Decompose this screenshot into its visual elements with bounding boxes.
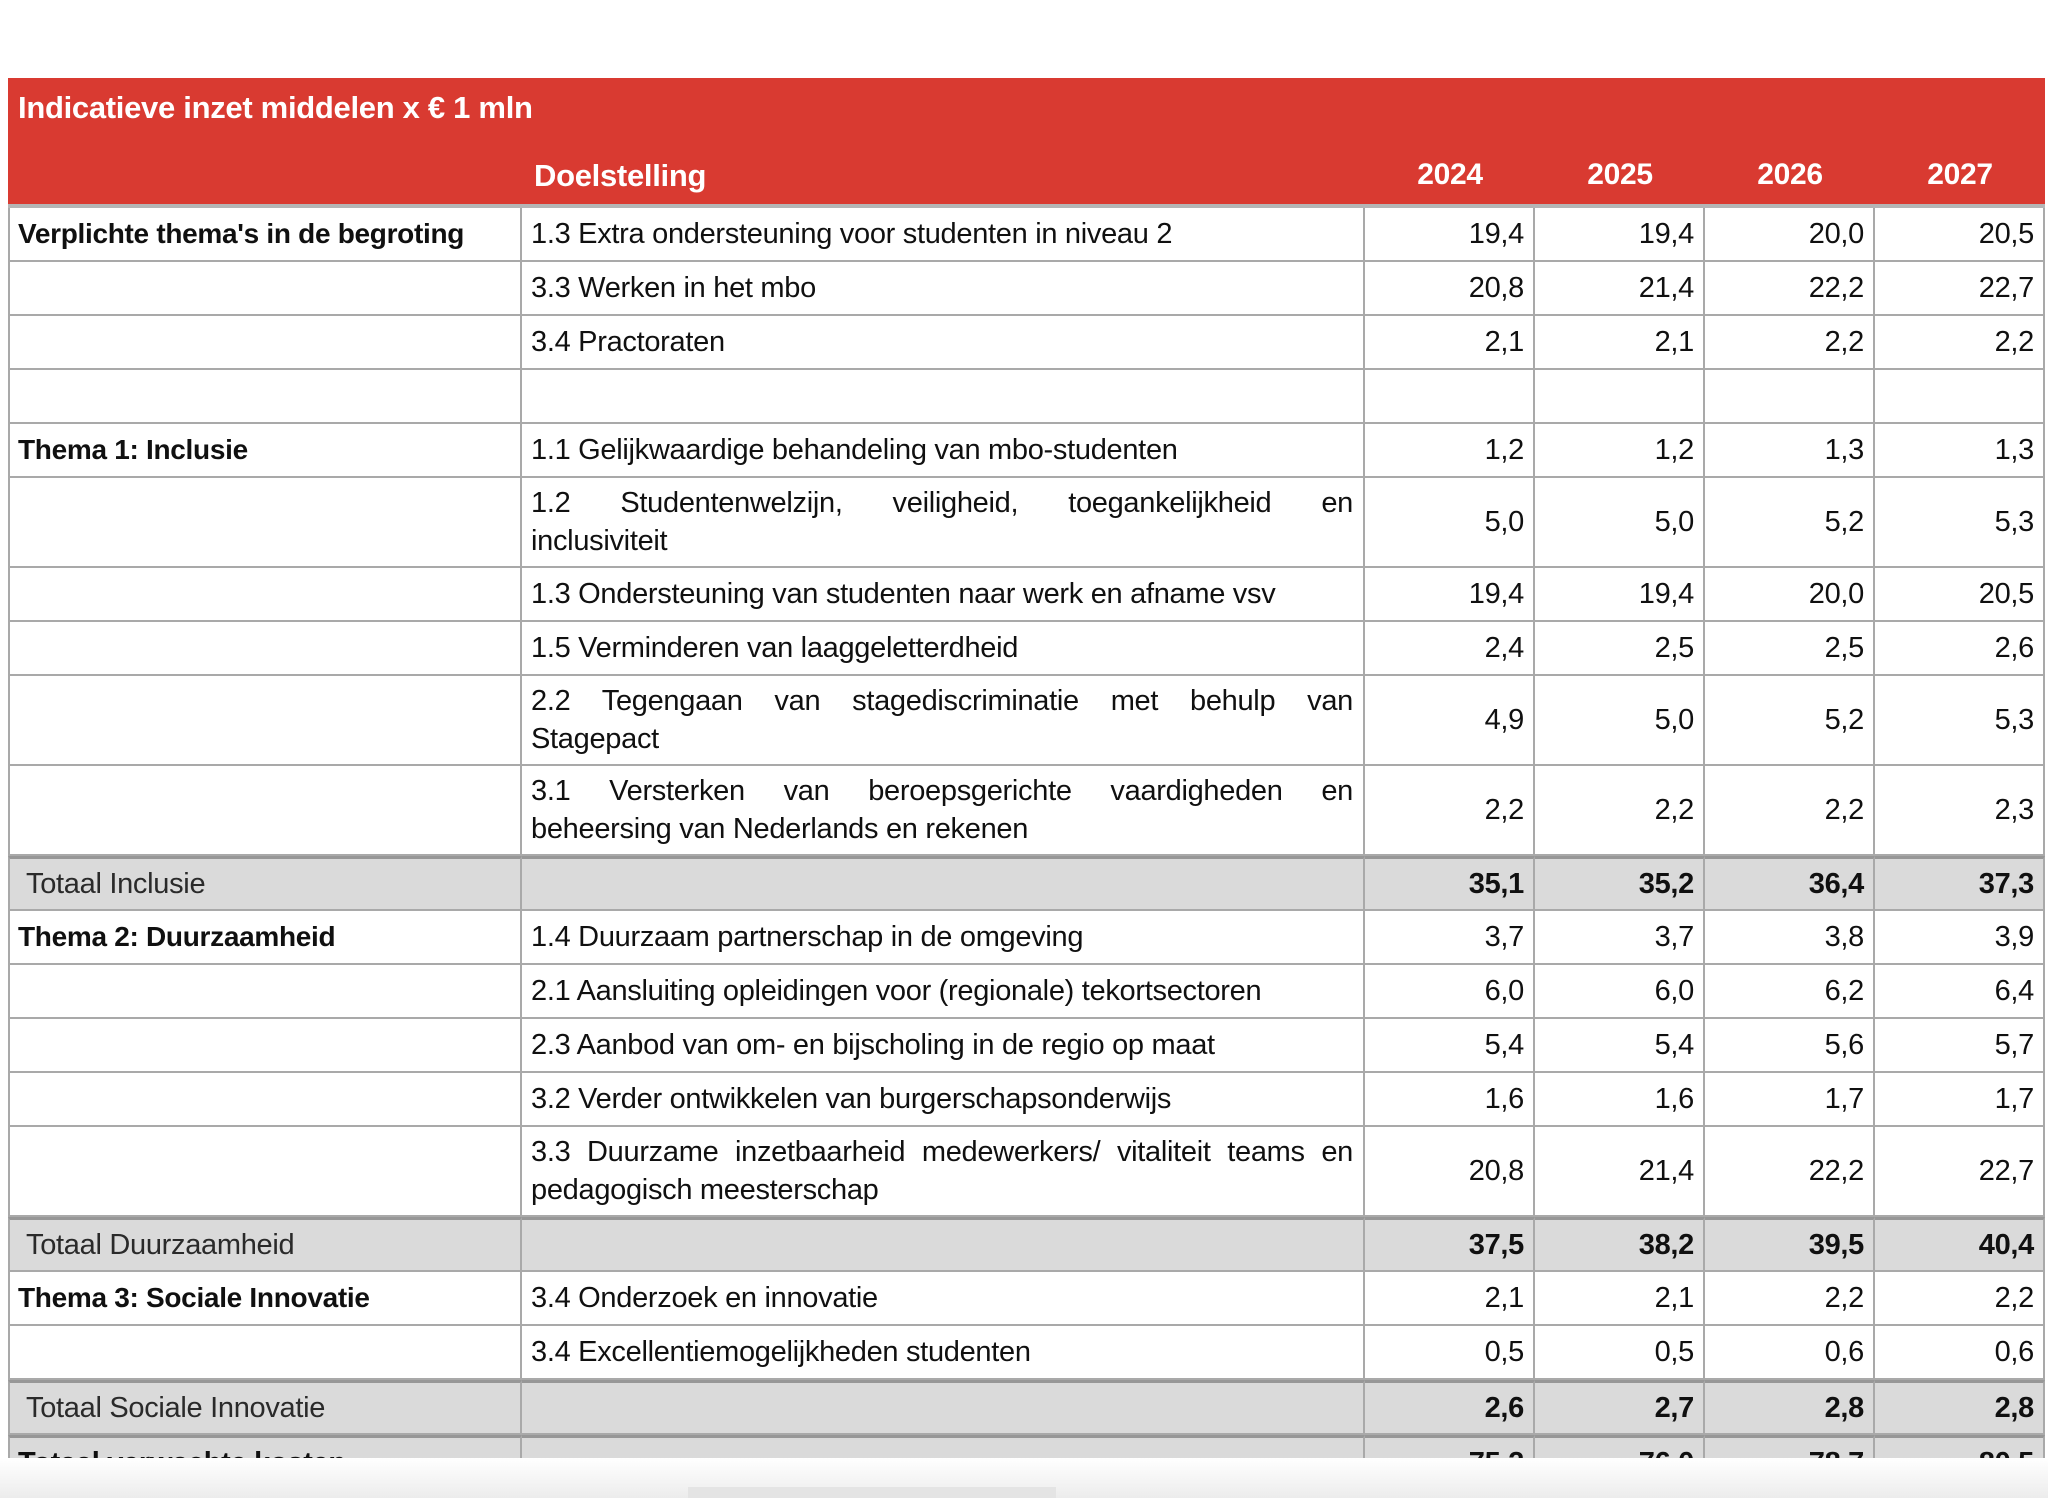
doelstelling-text: 1.3 Ondersteuning van studenten naar werk en afname vsv: [531, 578, 1276, 610]
doelstelling-text: 3.4 Onderzoek en innovatie: [531, 1282, 878, 1314]
doelstelling-text: 2.2 Tegengaan van stagediscriminatie met behulp van: [531, 685, 1353, 717]
doelstelling-text: 1.2 Studentenwelzijn, veiligheid, toegankelijkheid en: [531, 487, 1353, 519]
value-cell-2026: 1,7: [1705, 1073, 1875, 1127]
doelstelling-text: 3.2 Verder ontwikkelen van burgerschapsonderwijs: [531, 1083, 1172, 1115]
theme-cell: [8, 478, 522, 568]
doelstelling-text: beheersing van Nederlands en rekenen: [531, 813, 1029, 845]
theme-cell: [8, 622, 522, 676]
doelstelling-cell: [522, 965, 1365, 1019]
value-cell-2026: 5,2: [1705, 478, 1875, 568]
table-row: [8, 766, 2045, 856]
doelstelling-cell: [522, 1380, 1365, 1435]
value-cell-2027: 5,3: [1875, 478, 2045, 568]
table-row: [8, 676, 2045, 766]
total-row: [8, 1217, 2045, 1272]
value-cell-2025: 1,6: [1535, 1073, 1705, 1127]
theme-cell: [8, 676, 522, 766]
value-cell-2026: 0,6: [1705, 1326, 1875, 1380]
table-title: Indicatieve inzet middelen x € 1 mln: [18, 90, 533, 125]
total-label: Totaal Sociale Innovatie: [8, 1380, 522, 1435]
doelstelling-cell: [522, 911, 1365, 965]
doelstelling-cell: [522, 478, 1365, 568]
table-body: [8, 208, 2045, 1490]
value-cell-2026: 5,2: [1705, 676, 1875, 766]
theme-cell: [8, 568, 522, 622]
doelstelling-cell: [522, 316, 1365, 370]
table-row: [8, 478, 2045, 568]
value-cell-2027: 2,3: [1875, 766, 2045, 856]
table-row: [8, 424, 2045, 478]
table-row: [8, 911, 2045, 965]
table-row: [8, 1019, 2045, 1073]
value-cell-2025: 2,1: [1535, 316, 1705, 370]
table-row: [8, 622, 2045, 676]
bottom-page-shadow-center: [688, 1487, 1056, 1498]
value-cell-2024: 2,6: [1365, 1380, 1535, 1435]
total-row: [8, 1380, 2045, 1435]
doelstelling-text: 2.1 Aansluiting opleidingen voor (regionale) tekortsectoren: [531, 975, 1262, 1007]
column-header-year-2025: 2025: [1587, 158, 1653, 191]
value-cell-2026: 22,2: [1705, 1127, 1875, 1217]
value-cell-2026: 36,4: [1705, 856, 1875, 911]
value-cell-2024: 1,6: [1365, 1073, 1535, 1127]
value-cell-2027: 5,7: [1875, 1019, 2045, 1073]
value-cell-2025: 19,4: [1535, 568, 1705, 622]
column-header-spacer: [8, 158, 522, 194]
total-label: Totaal Duurzaamheid: [8, 1217, 522, 1272]
doelstelling-cell: [522, 1019, 1365, 1073]
value-cell-2024: 5,4: [1365, 1019, 1535, 1073]
doelstelling-cell: [522, 1326, 1365, 1380]
total-label: Totaal Inclusie: [8, 856, 522, 911]
doelstelling-text: 3.1 Versterken van beroepsgerichte vaardigheden en: [531, 775, 1353, 807]
doelstelling-text: 1.1 Gelijkwaardige behandeling van mbo-studenten: [531, 434, 1178, 466]
theme-cell: Thema 3: Sociale Innovatie: [8, 1272, 522, 1326]
doelstelling-cell: [522, 1272, 1365, 1326]
table-row: [8, 1326, 2045, 1380]
table-row: [8, 262, 2045, 316]
doelstelling-text: 1.3 Extra ondersteuning voor studenten in niveau 2: [531, 218, 1173, 250]
value-cell-2026: 1,3: [1705, 424, 1875, 478]
value-cell-2027: 20,5: [1875, 208, 2045, 262]
value-cell-2026: 39,5: [1705, 1217, 1875, 1272]
theme-cell: Thema 2: Duurzaamheid: [8, 911, 522, 965]
value-cell-2024: 2,4: [1365, 622, 1535, 676]
doelstelling-text: 3.4 Excellentiemogelijkheden studenten: [531, 1336, 1031, 1368]
value-cell-2026: 20,0: [1705, 568, 1875, 622]
doelstelling-text: 1.4 Duurzaam partnerschap in de omgeving: [531, 921, 1084, 953]
doelstelling-text: 3.3 Duurzame inzetbaarheid medewerkers/ vitaliteit teams en: [531, 1136, 1353, 1168]
value-cell-2027: 22,7: [1875, 262, 2045, 316]
value-cell-2024: [1365, 370, 1535, 424]
doelstelling-cell: [522, 208, 1365, 262]
table-row: [8, 208, 2045, 262]
doelstelling-text: 1.5 Verminderen van laaggeletterdheid: [531, 632, 1019, 664]
value-cell-2025: 5,4: [1535, 1019, 1705, 1073]
column-header-year-2026: 2026: [1757, 158, 1823, 191]
doelstelling-text: inclusiviteit: [531, 525, 668, 557]
value-cell-2027: 2,6: [1875, 622, 2045, 676]
doelstelling-cell: [522, 424, 1365, 478]
theme-cell: [8, 262, 522, 316]
theme-cell: [8, 316, 522, 370]
value-cell-2024: 37,5: [1365, 1217, 1535, 1272]
value-cell-2025: 38,2: [1535, 1217, 1705, 1272]
value-cell-2024: 2,1: [1365, 1272, 1535, 1326]
value-cell-2024: 3,7: [1365, 911, 1535, 965]
value-cell-2025: 21,4: [1535, 262, 1705, 316]
table-row: [8, 1073, 2045, 1127]
table-row: [8, 1272, 2045, 1326]
doelstelling-cell: [522, 622, 1365, 676]
value-cell-2025: 35,2: [1535, 856, 1705, 911]
theme-cell: [8, 1326, 522, 1380]
doelstelling-text: 3.4 Practoraten: [531, 326, 725, 358]
value-cell-2024: 35,1: [1365, 856, 1535, 911]
value-cell-2027: 1,3: [1875, 424, 2045, 478]
value-cell-2025: 6,0: [1535, 965, 1705, 1019]
value-cell-2026: 2,5: [1705, 622, 1875, 676]
value-cell-2027: 2,2: [1875, 1272, 2045, 1326]
value-cell-2026: [1705, 370, 1875, 424]
value-cell-2026: 20,0: [1705, 208, 1875, 262]
theme-cell: [8, 1073, 522, 1127]
doelstelling-cell: [522, 370, 1365, 424]
value-cell-2024: 4,9: [1365, 676, 1535, 766]
doelstelling-text: pedagogisch meesterschap: [531, 1174, 879, 1206]
value-cell-2027: 0,6: [1875, 1326, 2045, 1380]
value-cell-2026: 22,2: [1705, 262, 1875, 316]
value-cell-2026: 5,6: [1705, 1019, 1875, 1073]
value-cell-2024: 19,4: [1365, 568, 1535, 622]
doelstelling-cell: [522, 262, 1365, 316]
value-cell-2027: 40,4: [1875, 1217, 2045, 1272]
column-header-year-2027: 2027: [1927, 158, 1993, 191]
value-cell-2025: 1,2: [1535, 424, 1705, 478]
value-cell-2027: 5,3: [1875, 676, 2045, 766]
value-cell-2025: 2,5: [1535, 622, 1705, 676]
value-cell-2025: 19,4: [1535, 208, 1705, 262]
value-cell-2026: 3,8: [1705, 911, 1875, 965]
value-cell-2025: 2,2: [1535, 766, 1705, 856]
theme-cell: Verplichte thema's in de begroting: [8, 208, 522, 262]
value-cell-2025: 0,5: [1535, 1326, 1705, 1380]
value-cell-2026: 6,2: [1705, 965, 1875, 1019]
theme-cell: Thema 1: Inclusie: [8, 424, 522, 478]
value-cell-2024: 1,2: [1365, 424, 1535, 478]
value-cell-2025: 5,0: [1535, 676, 1705, 766]
value-cell-2025: 3,7: [1535, 911, 1705, 965]
doelstelling-cell: [522, 676, 1365, 766]
table-row: [8, 965, 2045, 1019]
theme-cell: [8, 766, 522, 856]
column-header-doelstelling: Doelstelling: [534, 158, 707, 193]
value-cell-2025: 5,0: [1535, 478, 1705, 568]
table-row: [8, 1127, 2045, 1217]
value-cell-2026: 2,2: [1705, 1272, 1875, 1326]
value-cell-2024: 2,1: [1365, 316, 1535, 370]
doelstelling-text: 3.3 Werken in het mbo: [531, 272, 816, 304]
value-cell-2027: 37,3: [1875, 856, 2045, 911]
doelstelling-text: Stagepact: [531, 723, 659, 755]
value-cell-2027: 20,5: [1875, 568, 2045, 622]
value-cell-2025: 2,1: [1535, 1272, 1705, 1326]
value-cell-2025: 2,7: [1535, 1380, 1705, 1435]
total-row: [8, 856, 2045, 911]
table-row: [8, 370, 2045, 424]
doelstelling-cell: [522, 1127, 1365, 1217]
value-cell-2027: 6,4: [1875, 965, 2045, 1019]
value-cell-2026: 2,8: [1705, 1380, 1875, 1435]
value-cell-2027: 2,8: [1875, 1380, 2045, 1435]
value-cell-2024: 19,4: [1365, 208, 1535, 262]
theme-cell: [8, 1019, 522, 1073]
value-cell-2024: 0,5: [1365, 1326, 1535, 1380]
column-header-year-2024: 2024: [1417, 158, 1483, 191]
table-row: [8, 568, 2045, 622]
value-cell-2024: 20,8: [1365, 1127, 1535, 1217]
doelstelling-cell: [522, 1217, 1365, 1272]
value-cell-2024: 20,8: [1365, 262, 1535, 316]
theme-cell: [8, 965, 522, 1019]
doelstelling-cell: [522, 568, 1365, 622]
value-cell-2027: 1,7: [1875, 1073, 2045, 1127]
value-cell-2025: 21,4: [1535, 1127, 1705, 1217]
table-row: [8, 316, 2045, 370]
value-cell-2026: 2,2: [1705, 316, 1875, 370]
value-cell-2024: 5,0: [1365, 478, 1535, 568]
value-cell-2026: 2,2: [1705, 766, 1875, 856]
value-cell-2027: [1875, 370, 2045, 424]
doelstelling-cell: [522, 766, 1365, 856]
theme-cell: [8, 1127, 522, 1217]
value-cell-2027: 2,2: [1875, 316, 2045, 370]
value-cell-2024: 6,0: [1365, 965, 1535, 1019]
doelstelling-cell: [522, 1073, 1365, 1127]
value-cell-2025: [1535, 370, 1705, 424]
budget-table: [8, 78, 2045, 1490]
value-cell-2024: 2,2: [1365, 766, 1535, 856]
value-cell-2027: 3,9: [1875, 911, 2045, 965]
doelstelling-text: 2.3 Aanbod van om- en bijscholing in de regio op maat: [531, 1029, 1215, 1061]
value-cell-2027: 22,7: [1875, 1127, 2045, 1217]
table-header: [8, 78, 2045, 208]
theme-cell: [8, 370, 522, 424]
doelstelling-cell: [522, 856, 1365, 911]
column-header-row: [8, 158, 2045, 194]
